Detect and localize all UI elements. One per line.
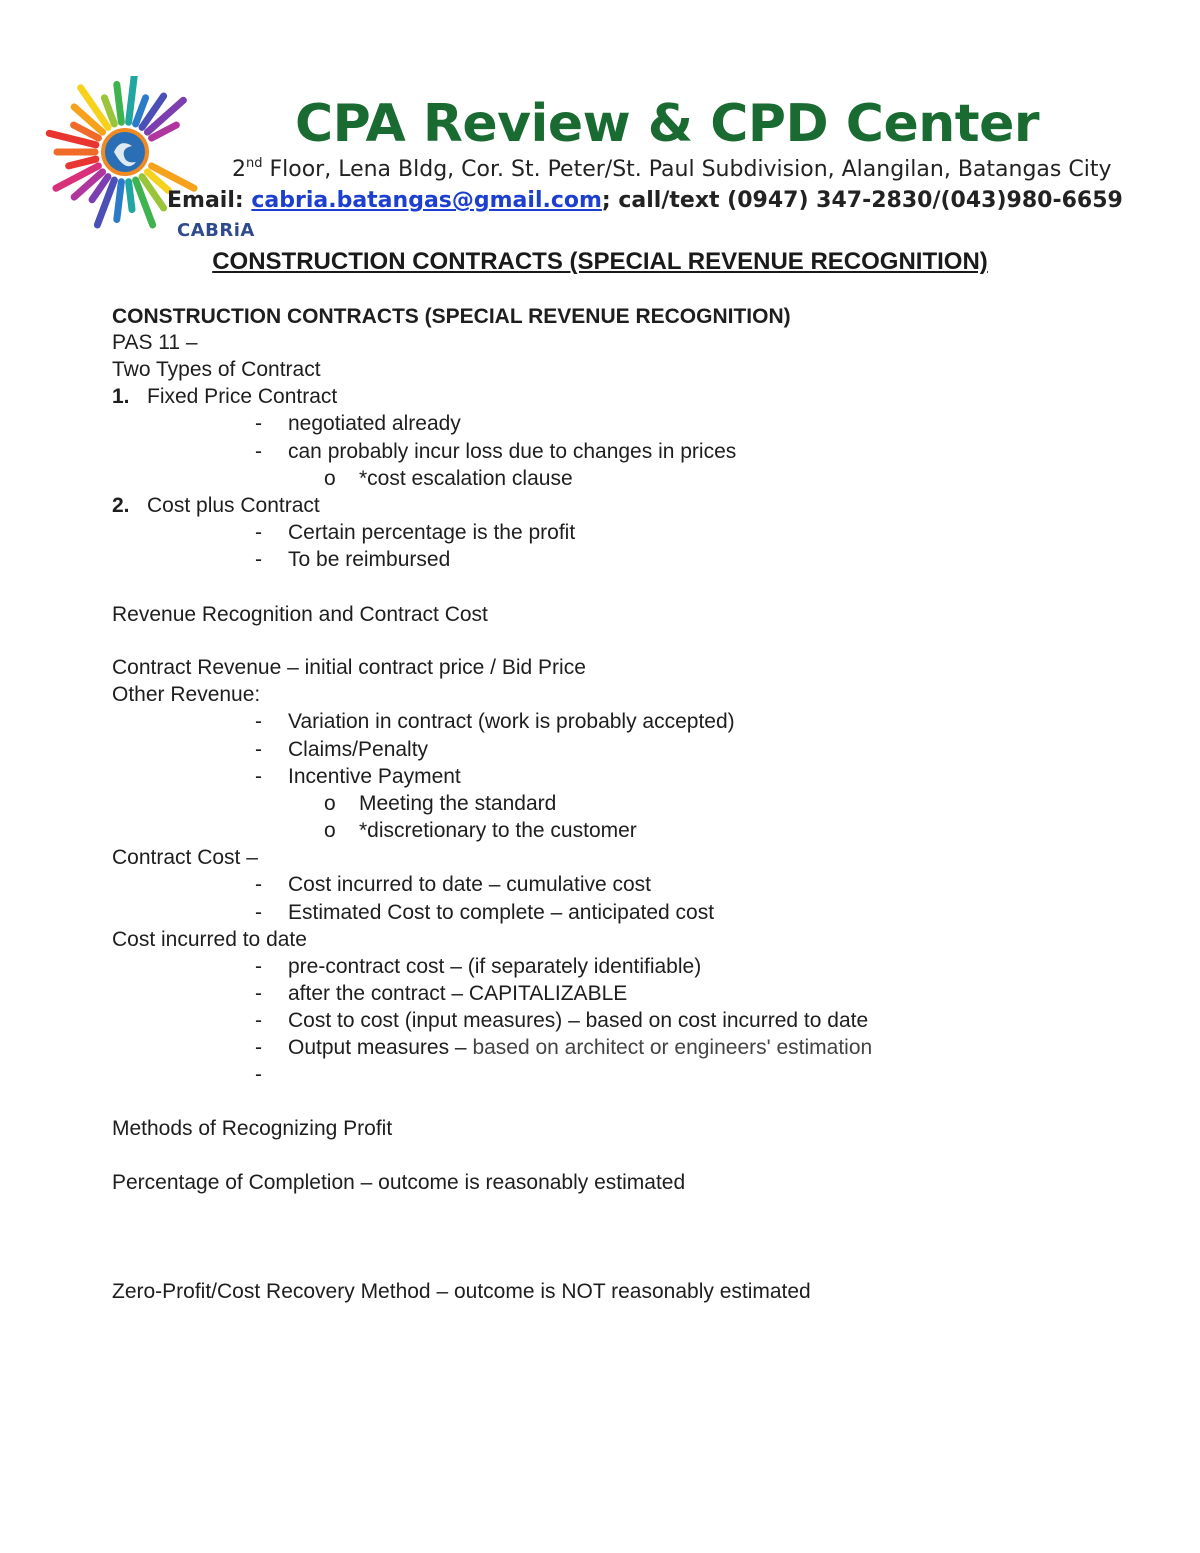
cost-incurred-heading: Cost incurred to date <box>112 928 307 951</box>
other-revenue-heading: Other Revenue: <box>112 683 261 706</box>
list-number-1: 1. <box>112 385 130 408</box>
cost-plus-heading: Cost plus Contract <box>147 494 320 517</box>
zero-profit-line: Zero-Profit/Cost Recovery Method – outcome is NOT reasonably estimated <box>112 1280 811 1303</box>
list-item: Cost incurred to date – cumulative cost <box>288 873 652 896</box>
logo-wordmark: CABRiA <box>177 220 255 241</box>
contract-cost-heading: Contract Cost – <box>112 846 258 869</box>
list-item: negotiated already <box>288 412 461 435</box>
list-item: Estimated Cost to complete – anticipated cost <box>288 901 715 924</box>
dash-bullet: - <box>255 1063 262 1086</box>
circle-bullet: o <box>324 467 336 490</box>
list-item: Claims/Penalty <box>288 738 429 761</box>
dash-bullet: - <box>255 710 262 733</box>
list-item: Cost to cost (input measures) – based on cost incurred to date <box>288 1009 869 1032</box>
two-types-heading: Two Types of Contract <box>112 358 321 381</box>
dash-bullet: - <box>255 1036 262 1059</box>
phone-numbers: ; call/text (0947) 347-2830/(043)980-6659 <box>601 188 1123 213</box>
dash-bullet: - <box>255 1009 262 1032</box>
fixed-price-heading: Fixed Price Contract <box>147 385 338 408</box>
dash-bullet: - <box>255 521 262 544</box>
logo-ray <box>117 182 122 220</box>
list-item: Variation in contract (work is probably accepted) <box>288 710 735 733</box>
logo-ray <box>69 159 96 166</box>
dash-bullet: - <box>255 440 262 463</box>
revenue-recognition-heading: Revenue Recognition and Contract Cost <box>112 603 488 626</box>
dash-bullet: - <box>255 412 262 435</box>
methods-heading: Methods of Recognizing Profit <box>112 1117 393 1140</box>
address-line <box>232 156 1111 182</box>
dash-bullet: - <box>255 765 262 788</box>
list-item <box>288 1035 872 1061</box>
logo-ray <box>117 84 122 122</box>
output-measures-description: based on architect or engineers' estimation <box>472 1036 873 1059</box>
contract-revenue-line: Contract Revenue – initial contract price / Bid Price <box>112 656 586 679</box>
dash-bullet: - <box>255 548 262 571</box>
list-item: Meeting the standard <box>359 792 557 815</box>
list-item: after the contract – CAPITALIZABLE <box>288 982 628 1005</box>
output-measures-label: Output measures – <box>288 1036 473 1059</box>
contact-line <box>167 188 1123 213</box>
list-item: *cost escalation clause <box>359 467 573 490</box>
email-label: Email: <box>167 188 252 213</box>
list-number-2: 2. <box>112 494 130 517</box>
list-item: pre-contract cost – (if separately identifiable) <box>288 955 702 978</box>
percentage-of-completion-line: Percentage of Completion – outcome is reasonably estimated <box>112 1171 686 1194</box>
dash-bullet: - <box>255 873 262 896</box>
address-floor-number: 2 <box>232 157 246 182</box>
circle-bullet: o <box>324 819 336 842</box>
address-rest: Floor, Lena Bldg, Cor. St. Peter/St. Paul Subdivision, Alangilan, Batangas City <box>262 157 1112 182</box>
logo-ray <box>129 182 132 210</box>
dash-bullet: - <box>255 901 262 924</box>
list-item: Certain percentage is the profit <box>288 521 576 544</box>
document-title: CONSTRUCTION CONTRACTS (SPECIAL REVENUE RECOGNITION) <box>212 248 988 275</box>
brand-title: CPA Review & CPD Center <box>295 94 1039 154</box>
email-link[interactable]: cabria.batangas@gmail.com <box>251 188 602 213</box>
pas-reference: PAS 11 – <box>112 331 198 354</box>
dash-bullet: - <box>255 955 262 978</box>
list-item: To be reimbursed <box>288 548 451 571</box>
section-subtitle: CONSTRUCTION CONTRACTS (SPECIAL REVENUE RECOGNITION) <box>112 305 791 328</box>
circle-bullet: o <box>324 792 336 815</box>
address-floor-suffix: nd <box>246 156 263 171</box>
logo-ray <box>129 76 135 122</box>
list-item: *discretionary to the customer <box>359 819 637 842</box>
dash-bullet: - <box>255 982 262 1005</box>
list-item: Incentive Payment <box>288 765 461 788</box>
dash-bullet: - <box>255 738 262 761</box>
list-item: can probably incur loss due to changes in prices <box>288 440 737 463</box>
